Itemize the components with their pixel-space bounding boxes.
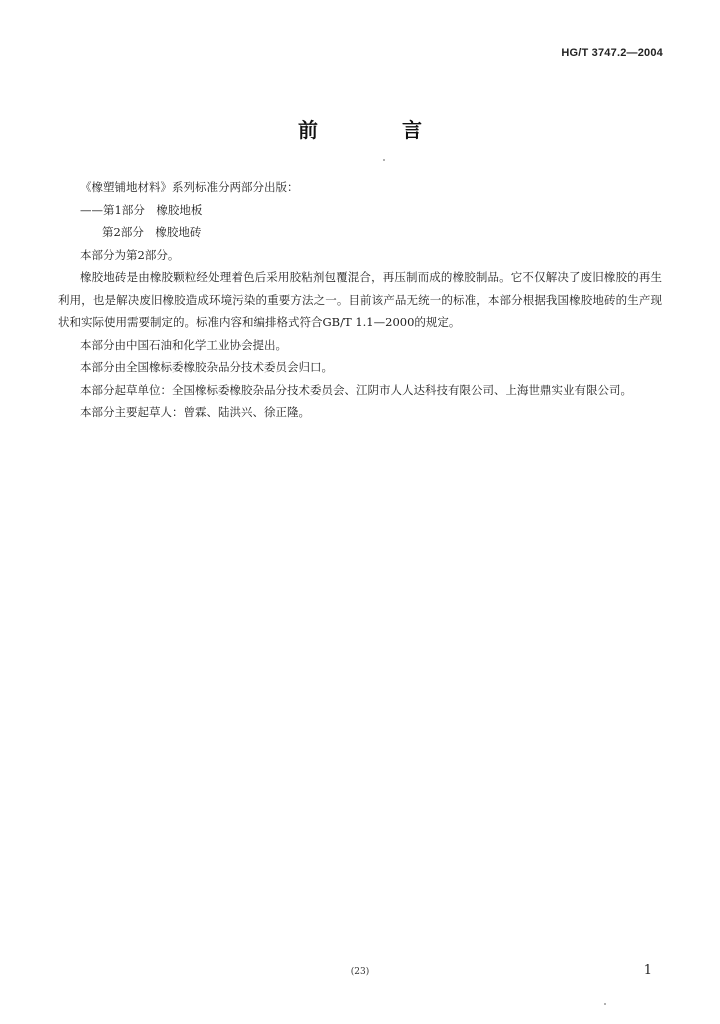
description-paragraph: 橡胶地砖是由橡胶颗粒经处理着色后采用胶粘剂包覆混合，再压制而成的橡胶制品。它不仅解决了废旧橡胶的再生利用，也是解决废旧橡胶造成环境污染的重要方法之一。目前该产品无统一的标准，本部分根据我国橡胶地砖的生产现状和实际使用需要制定的。标准内容和编排格式符合GB/T 1.1—2000的规定。 <box>58 270 662 329</box>
drafting-units-paragraph: 本部分起草单位：全国橡标委橡胶杂品分技术委员会、江阴市人人达科技有限公司、上海世鼎实业有限公司。 <box>80 382 632 397</box>
part2-list-item: 第2部分 橡胶地砖 <box>102 225 202 239</box>
document-body <box>58 176 662 424</box>
proposer-paragraph: 本部分由中国石油和化学工业协会提出。 <box>80 337 287 352</box>
page-title: 前 言 <box>298 118 454 142</box>
folio-number: (23) <box>350 967 370 977</box>
part1-list-item: ——第1部分 橡胶地板 <box>80 202 203 217</box>
drafters-paragraph: 本部分主要起草人：曾霖、陆洪兴、徐正隆。 <box>80 405 310 419</box>
scan-speck <box>604 1003 606 1005</box>
current-part-paragraph: 本部分为第2部分。 <box>80 247 180 262</box>
page-number: 1 <box>643 963 652 978</box>
management-paragraph: 本部分由全国橡标委橡胶杂品分技术委员会归口。 <box>80 360 333 374</box>
scan-speck <box>383 159 385 161</box>
standard-code: HG/T 3747.2—2004 <box>561 47 663 59</box>
series-intro-paragraph: 《橡塑铺地材料》系列标准分两部分出版： <box>80 180 299 194</box>
